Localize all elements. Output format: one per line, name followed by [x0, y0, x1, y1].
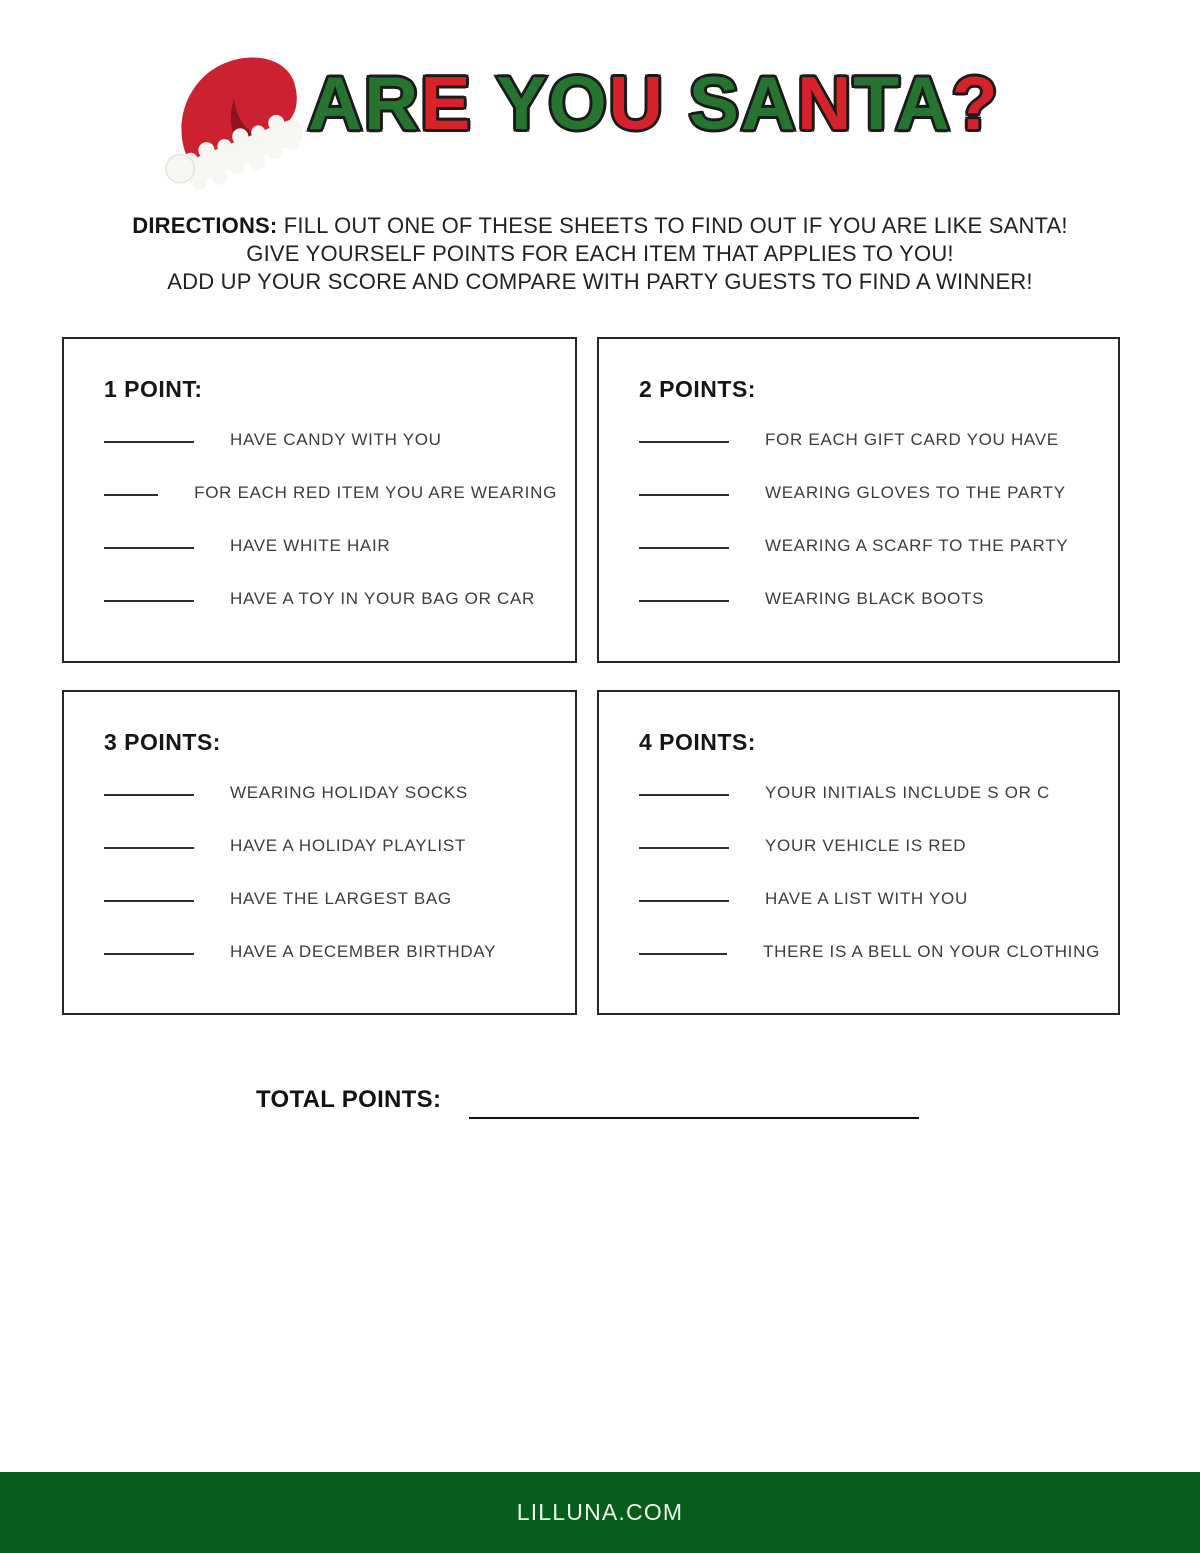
title-letter: U [608, 61, 665, 145]
total-points-label: TOTAL POINTS: [256, 1086, 442, 1113]
title-letter: A [895, 61, 952, 145]
answer-blank[interactable] [104, 598, 194, 602]
score-item [639, 562, 1100, 615]
answer-blank[interactable] [104, 545, 194, 549]
answer-blank[interactable] [104, 492, 158, 496]
answer-blank[interactable] [104, 792, 194, 796]
footer-bar [0, 1472, 1200, 1553]
item-label: HAVE A TOY IN YOUR BAG OR CAR [230, 589, 535, 608]
item-label: WEARING GLOVES TO THE PARTY [765, 483, 1066, 502]
title-letter: R [364, 61, 421, 145]
title-letter: A [308, 61, 365, 145]
footer-site-text: LILLUNA.COM [516, 1499, 684, 1525]
score-item [104, 809, 557, 862]
title-letter: Y [496, 61, 549, 145]
answer-blank[interactable] [104, 898, 194, 902]
title-letter: ? [951, 61, 1000, 145]
item-label: HAVE WHITE HAIR [230, 536, 391, 555]
directions-line-3: ADD UP YOUR SCORE AND COMPARE WITH PARTY GUESTS TO FIND A WINNER! [167, 269, 1033, 294]
title-letter: N [797, 61, 854, 145]
directions-line-2: GIVE YOURSELF POINTS FOR EACH ITEM THAT APPLIES TO YOU! [246, 241, 954, 266]
title-letter: A [740, 61, 798, 145]
score-item [639, 756, 1100, 809]
item-label: HAVE A LIST WITH YOU [765, 889, 968, 908]
answer-blank[interactable] [104, 439, 194, 443]
score-item [639, 809, 1100, 862]
answer-blank[interactable] [639, 898, 729, 902]
box-heading: 1 POINT: [104, 376, 203, 402]
title-letter: O [548, 61, 609, 145]
item-label: HAVE CANDY WITH YOU [230, 430, 442, 449]
answer-blank[interactable] [639, 492, 729, 496]
title-word [308, 61, 473, 145]
title-letter: T [853, 61, 896, 145]
score-item [639, 509, 1100, 562]
item-label: WEARING A SCARF TO THE PARTY [765, 536, 1069, 555]
answer-blank[interactable] [104, 951, 194, 955]
points-box-2 [597, 337, 1120, 663]
item-label: YOUR INITIALS INCLUDE S OR C [765, 783, 1051, 802]
box-heading: 3 POINTS: [104, 729, 221, 755]
score-item [104, 915, 557, 968]
page-title [308, 61, 1000, 145]
title-letter: E [420, 61, 473, 145]
points-box-1 [62, 337, 577, 663]
item-label: THERE IS A BELL ON YOUR CLOTHING [763, 942, 1100, 961]
title-word [496, 61, 665, 145]
item-label: YOUR VEHICLE IS RED [765, 836, 967, 855]
score-item [104, 509, 557, 562]
answer-blank[interactable] [639, 845, 729, 849]
item-label: HAVE A HOLIDAY PLAYLIST [230, 836, 466, 855]
directions-text [0, 212, 1200, 296]
box-heading: 4 POINTS: [639, 729, 756, 755]
answer-blank[interactable] [639, 545, 729, 549]
directions-label: DIRECTIONS: [132, 213, 278, 238]
santa-hat-icon [163, 50, 315, 192]
item-label: HAVE THE LARGEST BAG [230, 889, 452, 908]
answer-blank[interactable] [639, 792, 729, 796]
points-box-4 [597, 690, 1120, 1015]
total-points-row [256, 1085, 919, 1115]
title-word [688, 61, 1000, 145]
directions-line-1: DIRECTIONS: FILL OUT ONE OF THESE SHEETS TO FIND OUT IF YOU ARE LIKE SANTA! [132, 213, 1068, 238]
score-item [104, 562, 557, 615]
answer-blank[interactable] [639, 598, 729, 602]
box-heading: 2 POINTS: [639, 376, 756, 402]
answer-blank[interactable] [639, 951, 727, 955]
total-points-line[interactable] [469, 1117, 919, 1119]
answer-blank[interactable] [639, 439, 729, 443]
score-item [104, 862, 557, 915]
score-item [639, 862, 1100, 915]
score-item [639, 456, 1100, 509]
points-box-3 [62, 690, 577, 1015]
score-item [639, 915, 1100, 968]
score-item [104, 456, 557, 509]
score-item [104, 756, 557, 809]
item-label: HAVE A DECEMBER BIRTHDAY [230, 942, 497, 961]
points-grid [62, 337, 1120, 1015]
item-label: FOR EACH GIFT CARD YOU HAVE [765, 430, 1059, 449]
item-label: FOR EACH RED ITEM YOU ARE WEARING [194, 483, 557, 502]
item-label: WEARING BLACK BOOTS [765, 589, 985, 608]
item-label: WEARING HOLIDAY SOCKS [230, 783, 468, 802]
answer-blank[interactable] [104, 845, 194, 849]
score-item [104, 403, 557, 456]
score-item [639, 403, 1100, 456]
title-letter: S [688, 61, 741, 145]
